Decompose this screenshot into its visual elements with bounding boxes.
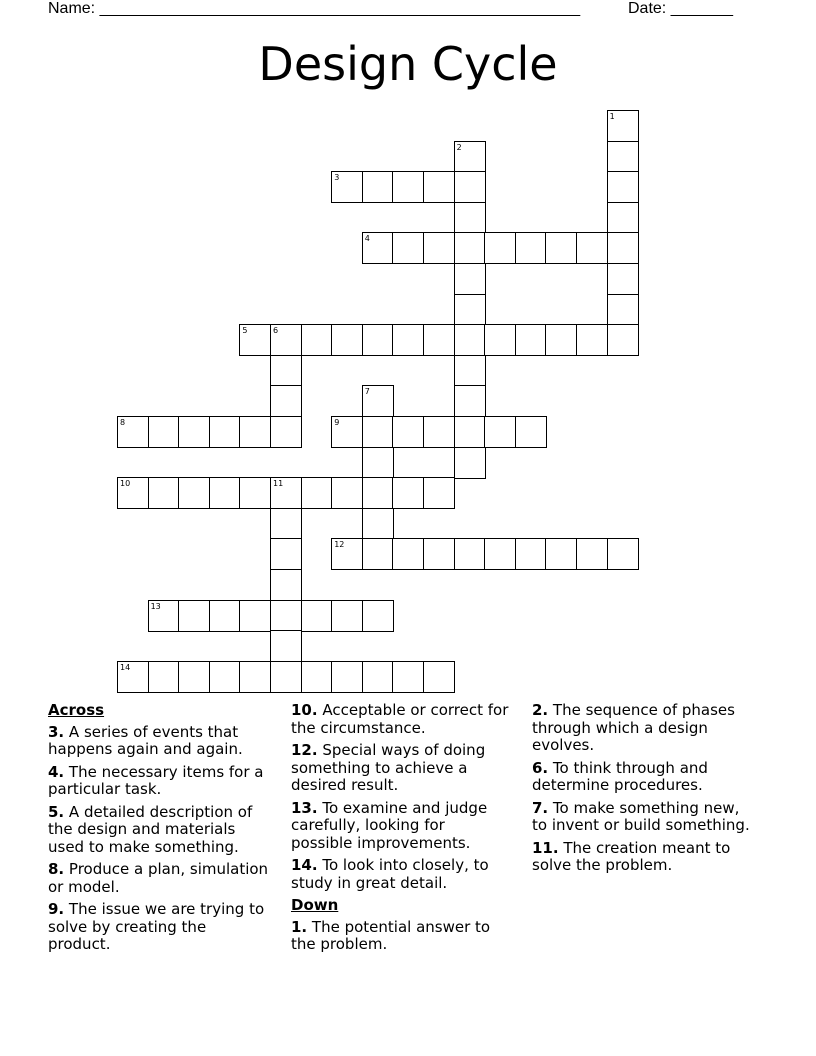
crossword-cell[interactable] (362, 171, 394, 203)
crossword-cell[interactable] (209, 416, 241, 448)
crossword-cell[interactable] (331, 416, 363, 448)
clue-across-4: 4. The necessary items for a particular task. (48, 762, 264, 798)
crossword-cell[interactable] (239, 477, 271, 509)
clue-number-label: 4 (364, 234, 370, 244)
crossword-cell[interactable] (576, 324, 608, 356)
crossword-cell[interactable] (331, 477, 363, 509)
date-field[interactable]: Date: _______ (628, 0, 733, 17)
crossword-cell[interactable] (423, 171, 455, 203)
clues-column-3 (532, 702, 757, 880)
crossword-cell[interactable] (362, 232, 394, 264)
crossword-cell[interactable] (362, 477, 394, 509)
crossword-cell[interactable] (239, 600, 271, 632)
crossword-cell[interactable] (148, 661, 180, 693)
crossword-cell[interactable] (117, 661, 149, 693)
crossword-cell[interactable] (331, 324, 363, 356)
clue-number-label: 9 (334, 418, 340, 427)
crossword-cell[interactable] (270, 630, 302, 662)
clue-number-label: 2 (456, 142, 462, 152)
crossword-cell[interactable] (515, 232, 547, 264)
crossword-cell[interactable] (484, 538, 516, 570)
crossword-cell[interactable] (454, 171, 486, 203)
crossword-cell[interactable] (607, 110, 639, 142)
crossword-cell[interactable] (331, 600, 363, 632)
crossword-cell[interactable] (148, 600, 180, 632)
crossword-cell[interactable] (270, 600, 302, 632)
clue-down-1: 1. The potential answer to the problem. (291, 917, 491, 953)
clue-down-2: 2. The sequence of phases through which a design evolves. (532, 701, 735, 754)
clues-column-2 (291, 702, 511, 959)
crossword-cell[interactable] (392, 171, 424, 203)
page-title: Design Cycle (258, 37, 558, 91)
crossword-cell[interactable] (362, 385, 394, 417)
crossword-cell[interactable] (392, 661, 424, 693)
crossword-cell[interactable] (454, 385, 486, 417)
crossword-cell[interactable] (392, 232, 424, 264)
crossword-cell[interactable] (270, 538, 302, 570)
crossword-cell[interactable] (301, 600, 333, 632)
crossword-cell[interactable] (484, 232, 516, 264)
crossword-cell[interactable] (454, 202, 486, 234)
crossword-cell[interactable] (362, 447, 394, 479)
crossword-cell[interactable] (270, 477, 302, 509)
crossword-cell[interactable] (607, 324, 639, 356)
clue-down-6: 6. To think through and determine procedures. (532, 758, 708, 794)
clue-number-label: 3 (334, 173, 340, 183)
crossword-cell[interactable] (545, 232, 577, 264)
clue-across-12: 12. Special ways of doing something to achieve a desired result. (291, 741, 486, 794)
clue-across-5: 5. A detailed description of the design and materials used to make something. (48, 802, 253, 856)
crossword-cell[interactable] (423, 477, 455, 509)
down-heading: Down (291, 896, 339, 914)
clue-across-10: 10. Acceptable or correct for the circumstance. (291, 701, 509, 737)
clue-down-7: 7. To make something new, to invent or build something. (532, 798, 750, 834)
crossword-cell[interactable] (148, 477, 180, 509)
clue-across-13: 13. To examine and judge carefully, looking for possible improvements. (291, 798, 488, 852)
crossword-cell[interactable] (270, 416, 302, 448)
crossword-cell[interactable] (239, 661, 271, 693)
crossword-cell[interactable] (178, 600, 210, 632)
crossword-cell[interactable] (454, 263, 486, 295)
crossword-cell[interactable] (270, 508, 302, 540)
crossword-cell[interactable] (178, 416, 210, 448)
clue-number-label: 5 (242, 326, 248, 336)
crossword-cell[interactable] (301, 477, 333, 509)
crossword-cell[interactable] (545, 324, 577, 356)
crossword-cell[interactable] (270, 661, 302, 693)
crossword-cell[interactable] (423, 324, 455, 356)
crossword-cell[interactable] (454, 538, 486, 570)
crossword-cell[interactable] (270, 385, 302, 417)
crossword-cell[interactable] (454, 294, 486, 326)
crossword-cell[interactable] (178, 661, 210, 693)
crossword-cell[interactable] (270, 569, 302, 601)
crossword-cell[interactable] (362, 508, 394, 540)
crossword-cell[interactable] (576, 232, 608, 264)
crossword-cell[interactable] (209, 477, 241, 509)
clue-number-label: 12 (334, 540, 345, 550)
crossword-cell[interactable] (331, 661, 363, 693)
crossword-cell[interactable] (423, 416, 455, 448)
clue-number-label: 1 (609, 112, 615, 121)
clue-number-label: 13 (150, 601, 161, 611)
crossword-cell[interactable] (607, 141, 639, 173)
clue-number-label: 6 (273, 326, 279, 336)
clue-number-label: 10 (120, 479, 131, 489)
crossword-cell[interactable] (270, 324, 302, 356)
across-heading: Across (48, 701, 105, 719)
crossword-cell[interactable] (484, 416, 516, 448)
crossword-cell[interactable] (545, 538, 577, 570)
crossword-cell[interactable] (209, 600, 241, 632)
clue-across-8: 8. Produce a plan, simulation or model. (48, 860, 269, 896)
clue-down-11: 11. The creation meant to solve the problem. (532, 838, 731, 874)
crossword-cell[interactable] (331, 538, 363, 570)
crossword-cell[interactable] (209, 661, 241, 693)
crossword-cell[interactable] (607, 538, 639, 570)
crossword-cell[interactable] (515, 538, 547, 570)
crossword-cell[interactable] (362, 324, 394, 356)
crossword-cell[interactable] (362, 416, 394, 448)
clue-number-label: 7 (364, 387, 370, 397)
crossword-cell[interactable] (331, 171, 363, 203)
crossword-cell[interactable] (423, 538, 455, 570)
crossword-cell[interactable] (362, 600, 394, 632)
crossword-cell[interactable] (270, 355, 302, 387)
crossword-cell[interactable] (454, 416, 486, 448)
crossword-cell[interactable] (607, 263, 639, 295)
crossword-cell[interactable] (454, 447, 486, 479)
crossword-cell[interactable] (454, 232, 486, 264)
crossword-cell[interactable] (362, 661, 394, 693)
crossword-cell[interactable] (392, 477, 424, 509)
crossword-cell[interactable] (454, 355, 486, 387)
clue-number-label: 11 (273, 479, 284, 489)
clues-column-1 (48, 702, 273, 959)
crossword-cell[interactable] (392, 416, 424, 448)
crossword-cell[interactable] (484, 324, 516, 356)
crossword-cell[interactable] (301, 324, 333, 356)
crossword-cell[interactable] (423, 661, 455, 693)
clue-across-9: 9. The issue we are trying to solve by creating the product. (48, 900, 265, 953)
clue-number-label: 8 (120, 418, 126, 427)
crossword-cell[interactable] (515, 416, 547, 448)
crossword-cell[interactable] (576, 538, 608, 570)
crossword-cell[interactable] (239, 416, 271, 448)
clue-number-label: 14 (120, 662, 131, 672)
crossword-cell[interactable] (117, 477, 149, 509)
crossword-cell[interactable] (454, 324, 486, 356)
crossword-cell[interactable] (607, 171, 639, 203)
crossword-cell[interactable] (117, 416, 149, 448)
crossword-cell[interactable] (515, 324, 547, 356)
crossword-cell[interactable] (301, 661, 333, 693)
crossword-cell[interactable] (423, 232, 455, 264)
clue-across-14: 14. To look into closely, to study in great detail. (291, 856, 489, 892)
crossword-cell[interactable] (607, 232, 639, 264)
crossword-cell[interactable] (362, 538, 394, 570)
clue-across-3: 3. A series of events that happens again and again. (48, 722, 243, 758)
crossword-cell[interactable] (607, 202, 639, 234)
crossword-cell[interactable] (178, 477, 210, 509)
crossword-cell[interactable] (239, 324, 271, 356)
crossword-cell[interactable] (148, 416, 180, 448)
name-field[interactable]: Name: ______________________________________________________ (48, 0, 581, 17)
crossword-cell[interactable] (392, 324, 424, 356)
crossword-cell[interactable] (607, 294, 639, 326)
crossword-cell[interactable] (454, 141, 486, 173)
crossword-cell[interactable] (392, 538, 424, 570)
